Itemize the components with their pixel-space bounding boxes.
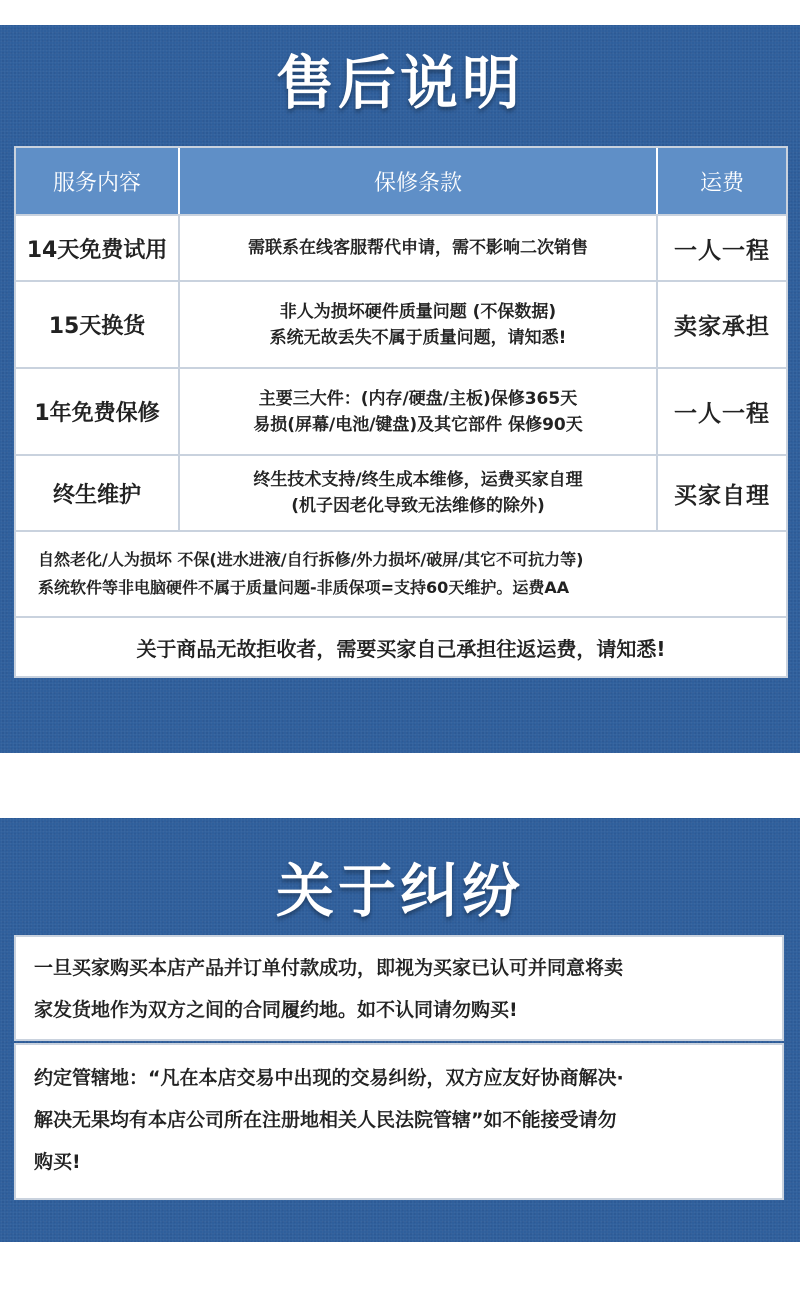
service-name: 15天换货 xyxy=(16,282,180,367)
note-line: 系统软件等非电脑硬件不属于质量问题-非质保项=支持60天维护。运费AA xyxy=(38,578,570,597)
note-line: 自然老化/人为损坏 不保(进水进液/自行拆修/外力损坏/破屏/其它不可抗力等) xyxy=(38,550,584,569)
warranty-terms xyxy=(180,456,658,530)
warranty-table xyxy=(14,146,788,678)
warranty-terms xyxy=(180,369,658,454)
service-name: 14天免费试用 xyxy=(16,216,180,280)
rejection-notice: 关于商品无故拒收者，需要买家自己承担往返运费，请知悉! xyxy=(136,636,666,661)
term-line: 非人为损坏硬件质量问题 (不保数据) xyxy=(279,301,557,322)
table-row xyxy=(16,456,786,532)
warranty-terms xyxy=(180,216,658,280)
exclusions-note xyxy=(16,532,786,618)
table-row xyxy=(16,369,786,456)
shipping-fee: 卖家承担 xyxy=(674,314,770,340)
term-line: (机子因老化导致无法维修的除外) xyxy=(291,496,545,516)
box-line: 约定管辖地：“凡在本店交易中出现的交易纠纷，双方应友好协商解决· xyxy=(34,1067,624,1089)
header-terms: 保修条款 xyxy=(180,148,658,214)
term-line: 系统无故丢失不属于质量问题，请知悉! xyxy=(269,327,567,348)
table-header xyxy=(16,148,786,216)
shipping-fee: 一人一程 xyxy=(674,401,770,427)
term-line: 主要三大件：(内存/硬盘/主板)保修365天 xyxy=(258,388,578,409)
term-line: 易损(屏幕/电池/键盘)及其它部件 保修90天 xyxy=(253,414,583,435)
header-service: 服务内容 xyxy=(16,148,180,214)
warranty-terms xyxy=(180,282,658,367)
after-sales-title: 售后说明 xyxy=(275,49,524,117)
table-row xyxy=(16,282,786,369)
term-line: 需联系在线客服帮代申请，需不影响二次销售 xyxy=(248,238,588,258)
service-name: 终生维护 xyxy=(16,456,180,530)
jurisdiction-box xyxy=(14,1043,784,1200)
box-line: 家发货地作为双方之间的合同履约地。如不认同请勿购买! xyxy=(34,999,518,1021)
service-name: 1年免费保修 xyxy=(16,369,180,454)
dispute-title: 关于纠纷 xyxy=(275,857,524,925)
box-line: 一旦买家购买本店产品并订单付款成功，即视为买家已认可并同意将卖 xyxy=(34,957,624,979)
box-line: 购买! xyxy=(34,1151,81,1173)
term-line: 终生技术支持/终生成本维修，运费买家自理 xyxy=(253,470,583,490)
shipping-fee: 一人一程 xyxy=(674,237,770,264)
box-line: 解决无果均有本店公司所在注册地相关人民法院管辖”如不能接受请勿 xyxy=(34,1109,617,1131)
table-row xyxy=(16,216,786,282)
shipping-fee: 买家自理 xyxy=(674,482,770,509)
contract-place-box xyxy=(14,935,784,1041)
header-fee: 运费 xyxy=(699,170,744,196)
